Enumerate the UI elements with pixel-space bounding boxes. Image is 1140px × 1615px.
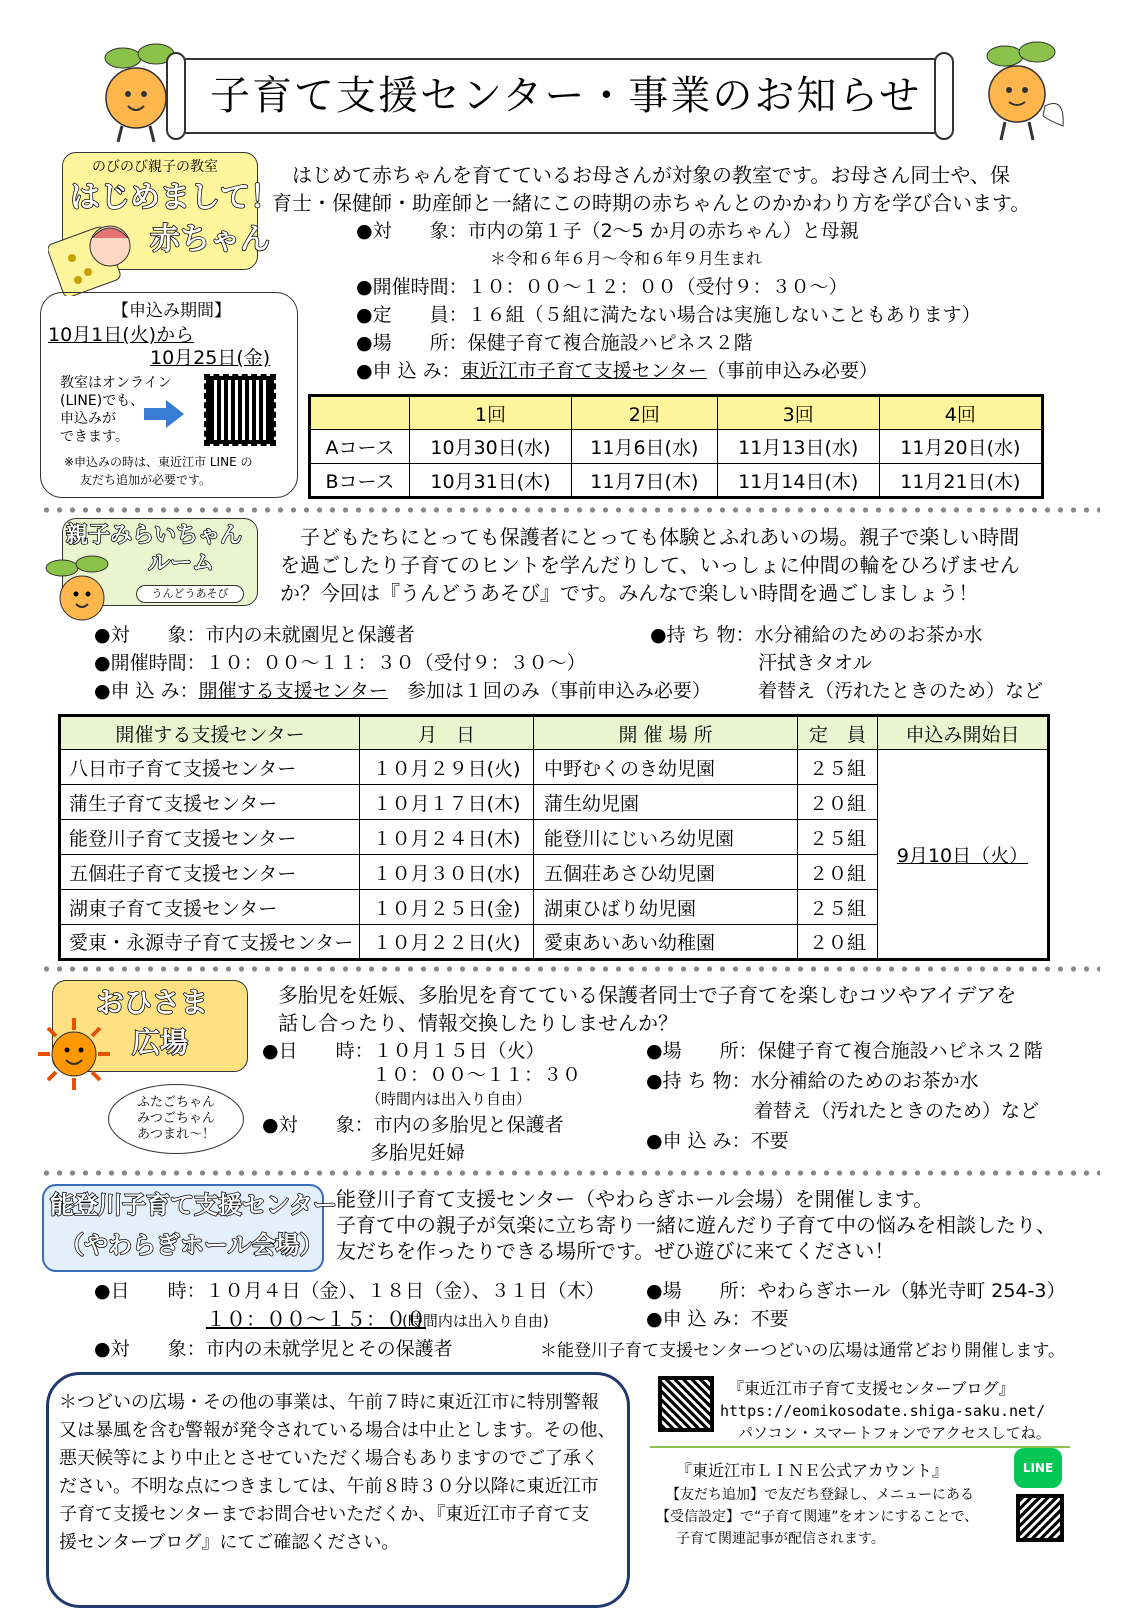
s1-target-note: ＊令和６年６月～令和６年９月生まれ	[490, 249, 763, 268]
table-cell: 五個荘あさひ幼児園	[534, 855, 798, 890]
notogawa-name-1: 能登川子育て支援センター	[50, 1191, 338, 1219]
table-cell: 愛東あいあい幼稚園	[534, 925, 798, 960]
s4-intro-3: 友だちを作ったりできる場所です。ぜひ遊びに来てください！	[336, 1239, 895, 1263]
bubble-line: みつごちゃん	[137, 1111, 215, 1126]
table-header: 2回	[571, 396, 717, 430]
table-row	[60, 750, 1049, 785]
table-cell: 10月30日(水)	[410, 430, 572, 464]
arrow-right-icon	[144, 400, 184, 428]
table-row	[310, 430, 1043, 464]
table-header: 1回	[410, 396, 572, 430]
notice-line: ださい。不明な点につきましては、午前８時３０分以降に東近江市	[59, 1476, 599, 1497]
table-header	[310, 396, 410, 430]
s2-apply-note: 参加は１回のみ（事前申込み必要）	[387, 680, 711, 702]
table-cell: １０月２４日(木)	[360, 820, 534, 855]
s2-intro-3: か？今回は『うんどうあそび』です。みんなで楽しい時間を過ごしましょう！	[280, 581, 979, 605]
baby-icon	[48, 216, 138, 296]
table-cell: 11月21日(木)	[879, 464, 1042, 498]
table-cell: 11月13日(水)	[717, 430, 879, 464]
room-tag: うんどうあそび	[136, 585, 244, 603]
s1-apply-note: （事前申込み必要）	[706, 360, 878, 382]
s2-apply	[94, 678, 711, 704]
online-line: できます。	[60, 429, 129, 445]
s2-bring-3: 着替え（汚れたときのため）など	[758, 680, 1044, 702]
table-cell: 湖東子育て支援センター	[60, 890, 360, 925]
table-cell: 蒲生子育て支援センター	[60, 785, 360, 820]
line-desc-3: 子育て関連記事が配信されます。	[676, 1531, 885, 1547]
blog-url[interactable]: https://eomikosodate.shiga-saku.net/	[720, 1402, 1046, 1420]
notogawa-name-2: （やわらぎホール会場）	[60, 1231, 324, 1259]
blog-qr-code-icon[interactable]	[658, 1376, 714, 1432]
table-cell: ２０組	[798, 785, 878, 820]
s1-place: ●場 所：保健子育て複合施設ハピネス２階	[356, 332, 753, 354]
table-cell: Bコース	[310, 464, 410, 498]
line-note-1: ※申込みの時は、東近江市 LINE の	[64, 455, 253, 469]
s2-intro-2: を過ごしたり子育てのヒントを学んだりして、いっしょに仲間の輪をひろげません	[280, 553, 1020, 577]
table-header: 定 員	[798, 716, 878, 750]
table-cell: １０月２５日(金)	[360, 890, 534, 925]
line-app-icon[interactable]: LINE	[1014, 1448, 1062, 1488]
ohisama-name-1: おひさま	[96, 986, 209, 1019]
notice-line: 子育て支援センターまでお問合せいただくか、『東近江市子育て支	[59, 1504, 590, 1525]
table-header: 3回	[717, 396, 879, 430]
table-cell: Aコース	[310, 430, 410, 464]
class-name-line2: 赤ちゃん	[150, 222, 270, 257]
s3-intro-2: 話し合ったり、情報交換したりしませんか？	[278, 1011, 678, 1035]
s3-time-note: （時間内は出入り自由）	[366, 1090, 532, 1108]
s1-apply-label: ●申 込 み：	[356, 360, 461, 382]
table-cell: 11月7日(木)	[571, 464, 717, 498]
bubble-line: あつまれ～！	[136, 1127, 215, 1142]
table-cell: １０月１７日(木)	[360, 785, 534, 820]
period-from: 10月1日(火)から	[48, 324, 195, 346]
blog-divider	[650, 1446, 1070, 1448]
line-note-2: 友だち追加が必要です。	[80, 473, 212, 487]
speech-bubble	[108, 1084, 244, 1154]
sun-icon	[36, 1016, 112, 1092]
line-qr-code-icon[interactable]	[1016, 1494, 1064, 1542]
s2-apply-label: ●申 込 み：	[94, 680, 199, 702]
table-cell: 中野むくのき幼児園	[534, 750, 798, 785]
table-cell: １０月３０日(水)	[360, 855, 534, 890]
s4-date: ●日 時：１０月４日（金）、１８日（金）、３１日（木）	[94, 1280, 605, 1302]
page-title: 子育て支援センター・事業のお知らせ	[210, 73, 922, 119]
s4-place: ●場 所：やわらぎホール（躰光寺町 254-3）	[646, 1280, 1066, 1302]
s4-note: ＊能登川子育て支援センターつどいの広場は通常どおり開催します。	[540, 1341, 1065, 1361]
table-cell: 八日市子育て支援センター	[60, 750, 360, 785]
s1-apply-link[interactable]: 東近江市子育て支援センター	[460, 360, 707, 382]
s2-time: ●開催時間：１０：００～１１：３０（受付９：３０～）	[94, 652, 586, 674]
mascot-right-icon	[965, 36, 1075, 146]
online-line: 教室はオンライン	[60, 375, 172, 391]
table-cell: ２５組	[798, 820, 878, 855]
s3-bring-1: ●持 ち 物：水分補給のためのお茶か水	[646, 1070, 979, 1092]
scroll-left-roll	[166, 52, 186, 140]
table-header: 申込み開始日	[878, 716, 1049, 750]
s3-date: ●日 時：１０月１５日（火）	[262, 1040, 545, 1062]
s3-time: １０：００～１１：３０	[372, 1064, 582, 1086]
table-cell: ２０組	[798, 925, 878, 960]
s2-bring-2: 汗拭きタオル	[758, 652, 873, 674]
table-cell: 湖東ひばり幼児園	[534, 890, 798, 925]
table-cell: １０月２９日(火)	[360, 750, 534, 785]
s3-intro-1: 多胎児を妊娠、多胎児を育てている保護者同士で子育てを楽しむコツやアイデアを	[278, 983, 1017, 1007]
online-line: (LINE)でも、	[60, 393, 145, 409]
table-cell: 11月20日(水)	[879, 430, 1042, 464]
table-cell: ２５組	[798, 890, 878, 925]
notice-line: ＊つどいの広場・その他の事業は、午前７時に東近江市に特別警報	[59, 1392, 599, 1413]
line-desc-1: 【友だち追加】で友だち登録し、メニューにある	[666, 1487, 974, 1503]
table-cell: 能登川子育て支援センター	[60, 820, 360, 855]
table-header: 開 催 場 所	[534, 716, 798, 750]
line-title: 『東近江市ＬＩＮＥ公式アカウント』	[676, 1461, 948, 1480]
notice-line: 又は暴風を含む警報が発令されている場合は中止とします。その他、	[59, 1420, 616, 1441]
ohisama-name-2: 広場	[132, 1026, 189, 1059]
s4-time: １０：００～１５：００	[206, 1307, 426, 1331]
notice-line: 悪天候等により中止とさせていただく場合もありますのでご了承く	[59, 1448, 599, 1469]
s2-apply-link[interactable]: 開催する支援センター	[198, 680, 388, 702]
table-header: 開催する支援センター	[60, 716, 360, 750]
s1-target: ●対 象：市内の第１子（2～5 か月の赤ちゃん）と母親	[356, 220, 859, 242]
class-name-line1: はじめまして！	[70, 180, 280, 215]
s4-intro-2: 子育て中の親子が気楽に立ち寄り一緒に遊んだり子育て中の悩みを相談したり、	[336, 1213, 1056, 1237]
table-cell: 11月14日(木)	[717, 464, 879, 498]
table-row	[310, 464, 1043, 498]
bubble-line: ふたごちゃん	[136, 1095, 215, 1110]
s4-intro-1: 能登川子育て支援センター（やわらぎホール会場）を開催します。	[336, 1187, 934, 1211]
s4-time-note: (時間内は出入り自由)	[402, 1312, 549, 1330]
period-title: 【申込み期間】	[112, 301, 231, 321]
divider	[40, 1170, 1100, 1176]
table-cell: ２０組	[798, 855, 878, 890]
s3-bring-2: 着替え（汚れたときのため）など	[754, 1100, 1040, 1122]
apply-start-date: 9月10日（火）	[878, 750, 1049, 960]
table-cell: 11月6日(水)	[571, 430, 717, 464]
period-to: 10月25日(金)	[150, 347, 271, 369]
divider	[40, 966, 1100, 972]
s1-time: ●開催時間：１０：００～１２：００（受付９：３０～）	[356, 276, 848, 298]
room-name-line1: 親子みらいちゃん	[66, 523, 243, 548]
s1-intro-1: はじめて赤ちゃんを育てているお母さんが対象の教室です。お母さん同士や、保	[292, 163, 1010, 187]
qr-code-icon[interactable]	[206, 376, 274, 444]
notice-box	[46, 1372, 630, 1608]
table-cell: 能登川にじいろ幼児園	[534, 820, 798, 855]
s4-apply: ●申 込 み：不要	[646, 1308, 789, 1330]
table-header: 月 日	[360, 716, 534, 750]
s2-bring-1: ●持 ち 物：水分補給のためのお茶か水	[650, 624, 983, 646]
s1-intro-2: 育士・保健師・助産師と一緒にこの時期の赤ちゃんとのかかわり方を学び合います。	[272, 191, 1031, 215]
s3-target: ●対 象：市内の多胎児と保護者	[262, 1114, 564, 1136]
table-cell: １０月２２日(火)	[360, 925, 534, 960]
table-cell: 五個荘子育て支援センター	[60, 855, 360, 890]
room-schedule-table	[58, 714, 1050, 961]
line-desc-2: 【受信設定】で“子育て関連”をオンにすることで、	[656, 1509, 979, 1525]
mascot-sprout-icon	[40, 554, 120, 624]
s4-target: ●対 象：市内の未就学児とその保護者	[94, 1338, 453, 1360]
online-line: 申込みが	[60, 411, 116, 427]
table-cell: 蒲生幼児園	[534, 785, 798, 820]
table-cell: 愛東・永源寺子育て支援センター	[60, 925, 360, 960]
scroll-right-roll	[934, 52, 954, 140]
s1-apply	[356, 358, 878, 384]
s1-capacity: ●定 員：１６組（５組に満たない場合は実施しないこともあります）	[356, 304, 981, 326]
room-name-line2: ルーム	[148, 551, 215, 576]
blog-title: 『東近江市子育て支援センターブログ』	[728, 1379, 1015, 1398]
table-cell: ２５組	[798, 750, 878, 785]
table-header: 4回	[879, 396, 1042, 430]
s2-intro-1: 子どもたちにとっても保護者にとっても体験とふれあいの場。親子で楽しい時間	[300, 525, 1020, 549]
class-subtitle: のびのび親子の教室	[92, 159, 218, 175]
table-cell: 10月31日(木)	[410, 464, 572, 498]
s2-target: ●対 象：市内の未就園児と保護者	[94, 624, 415, 646]
class-schedule-table	[308, 394, 1044, 499]
s3-target-2: 多胎児妊婦	[370, 1142, 466, 1164]
notice-line: 援センターブログ』にてご確認ください。	[59, 1532, 400, 1553]
divider	[40, 507, 1100, 513]
s3-apply: ●申 込 み：不要	[646, 1130, 789, 1152]
blog-access: パソコン・スマートフォンでアクセスしてね。	[738, 1424, 1051, 1442]
s3-place: ●場 所：保健子育て複合施設ハピネス２階	[646, 1040, 1043, 1062]
